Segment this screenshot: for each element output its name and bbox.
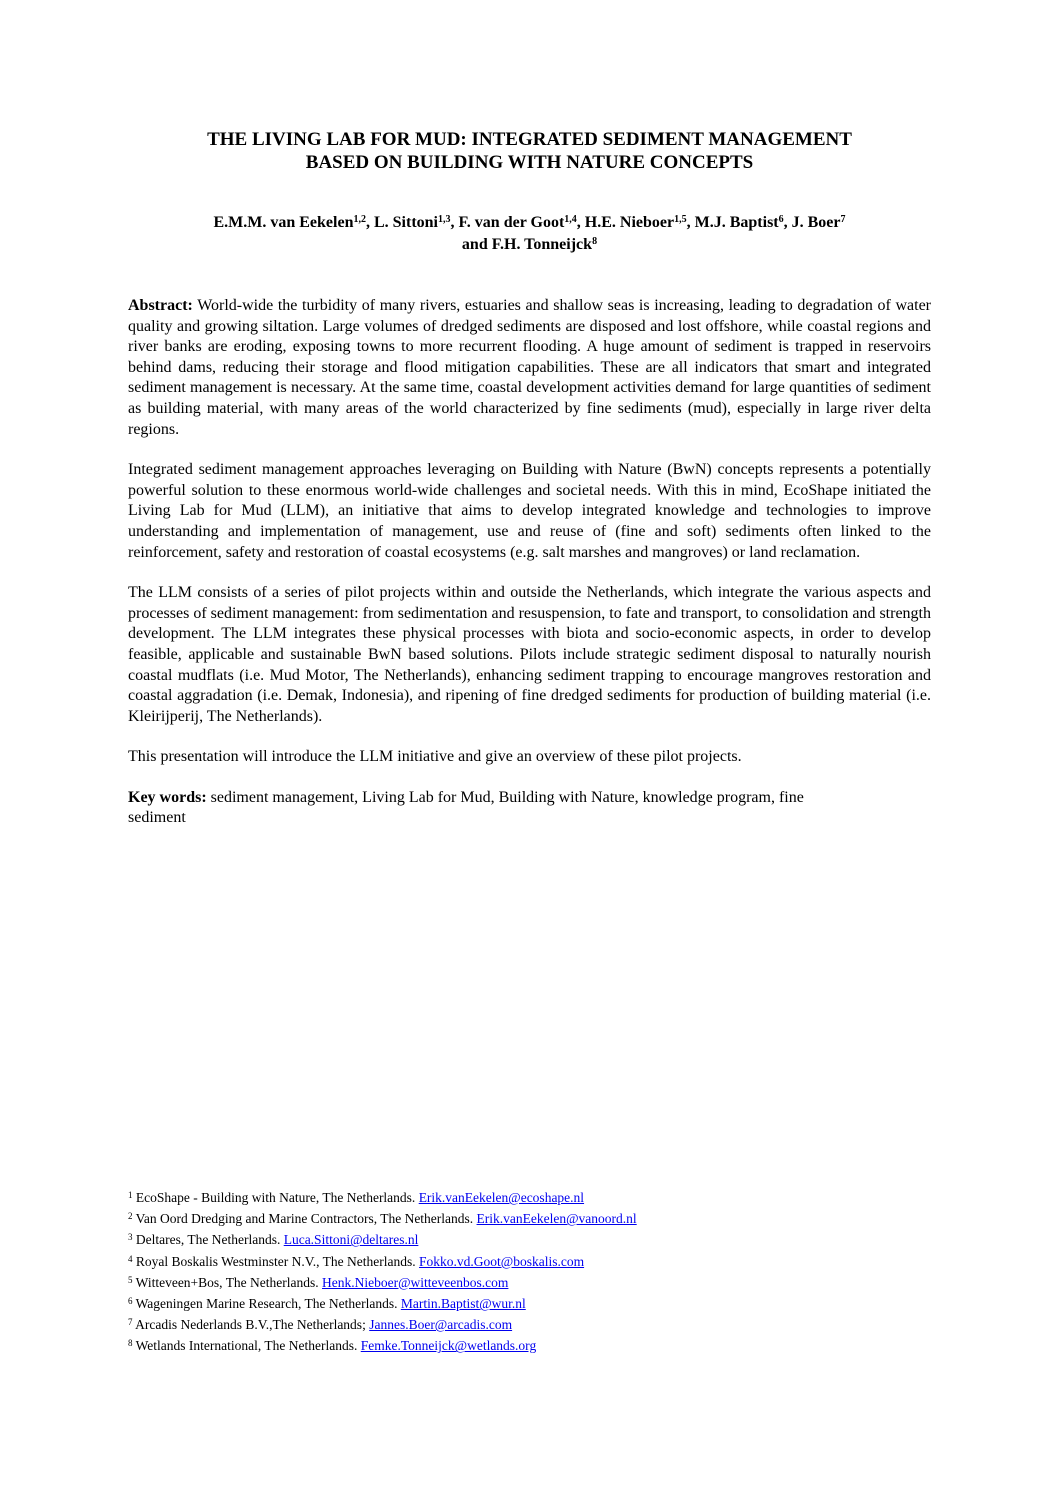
footnote: [128, 1335, 931, 1356]
keywords-paragraph: [128, 788, 931, 829]
paper-body: [128, 296, 931, 849]
body-paragraph: Integrated sediment management approaches leveraging on Building with Nature (BwN) concepts represents a potentially powerful solution to these enormous world-wide challenges and societal needs. With this in mind, EcoShape initiated the Living Lab for Mud (LLM), an initiative that aims to develop integrated knowledge and technologies to improve understanding and implementation of management, use and reuse of (fine and soft) sediments often linked to the reinforcement, safety and restoration of coastal ecosystems (e.g. salt marshes and mangroves) or land reclamation.: [128, 461, 931, 561]
footnote: [128, 1251, 931, 1272]
footnote-email-link[interactable]: Martin.Baptist@wur.nl: [400, 1296, 526, 1312]
footnote-number: 4: [128, 1253, 133, 1264]
author-name: H.E. Nieboer: [584, 214, 675, 231]
author-affiliation: 1,3: [438, 214, 451, 225]
author-line-2: [128, 234, 931, 256]
footnote-text: Van Oord Dredging and Marine Contractors, The Netherlands.: [132, 1211, 477, 1227]
keywords-label: Key words:: [128, 788, 207, 806]
footnote: [128, 1314, 931, 1335]
author-separator: ,: [783, 214, 792, 231]
footnote-text: EcoShape - Building with Nature, The Netherlands.: [132, 1190, 419, 1205]
footnote-number: 7: [128, 1317, 133, 1328]
footnote: [128, 1208, 931, 1229]
author-name: L. Sittoni: [373, 214, 438, 231]
footnote: [128, 1187, 931, 1208]
footnotes: [128, 1187, 931, 1357]
footnote-email-link[interactable]: Luca.Sittoni@deltares.nl: [283, 1232, 419, 1248]
author-line-1: [128, 212, 931, 234]
footnote-text: Deltares, The Netherlands.: [132, 1232, 284, 1248]
author-name: and F.H. Tonneijck: [461, 236, 593, 253]
footnote-email-link[interactable]: Jannes.Boer@arcadis.com: [369, 1317, 513, 1333]
abstract-paragraph: [128, 296, 931, 440]
paper-title: [128, 128, 931, 174]
keywords-text: sediment management, Living Lab for Mud, Building with Nature, knowledge program, fine: [206, 788, 804, 806]
footnote-email-link[interactable]: Erik.vanEekelen@vanoord.nl: [476, 1211, 637, 1227]
author-affiliation: 8: [592, 236, 598, 247]
footnote-email-link[interactable]: Femke.Tonneijck@wetlands.org: [360, 1338, 537, 1354]
abstract-text: World-wide the turbidity of many rivers, estuaries and shallow seas is increasing, leading to degradation of water quality and growing siltation. Large volumes of dredged sediments are disposed and lost offshore, while coastal regions and river banks are eroding, exposing towns to more recurrent flooding. A huge amount of sediment is trapped in reservoirs behind dams, reducing their storage and flood mitigation capabilities. These are all indicators that smart and integrated sediment management is necessary. At the same time, coastal development activities demand for large quantities of sediment as building material, with many areas of the world characterized by fine sediments (mud), especially in large river delta regions.: [128, 297, 931, 438]
author-list: [128, 212, 931, 256]
footnote-text: Witteveen+Bos, The Netherlands.: [132, 1274, 323, 1290]
author-affiliation: 6: [778, 214, 784, 225]
author-name: F. van der Goot: [458, 214, 565, 231]
footnote-number: 8: [128, 1338, 133, 1349]
footnote: [128, 1272, 931, 1293]
footnote-number: 1: [128, 1190, 133, 1200]
title-line-1: THE LIVING LAB FOR MUD: INTEGRATED SEDIMENT MANAGEMENT: [207, 129, 852, 150]
abstract-label: Abstract:: [128, 297, 193, 314]
footnote-number: 5: [128, 1274, 133, 1285]
title-line-2: BASED ON BUILDING WITH NATURE CONCEPTS: [305, 152, 754, 173]
footnote: [128, 1229, 931, 1250]
author-name: M.J. Baptist: [694, 214, 779, 231]
author-separator: ,: [450, 214, 459, 231]
footnote-text: Arcadis Nederlands B.V.,The Netherlands;: [132, 1317, 370, 1333]
keywords-text-cont: sediment: [128, 809, 186, 827]
author-separator: ,: [686, 214, 695, 231]
footnote-text: Wageningen Marine Research, The Netherlands.: [132, 1296, 401, 1312]
author-affiliation: 1,2: [353, 214, 366, 225]
footnote-email-link[interactable]: Henk.Nieboer@witteveenbos.com: [322, 1274, 509, 1290]
body-paragraph: The LLM consists of a series of pilot projects within and outside the Netherlands, which integrate the various aspects and processes of sediment management: from sedimentation and resuspension, to fate and transport, to consolidation and strength development. The LLM integrates these physical processes with biota and socio-economic aspects, in order to develop feasible, applicable and sustainable BwN based solutions. Pilots include strategic sediment disposal to naturally nourish coastal mudflats (i.e. Mud Motor, The Netherlands), enhancing sediment trapping to encourage mangroves restoration and coastal aggradation (i.e. Demak, Indonesia), and ripening of fine dredged sediments for production of building material (i.e. Kleirijperij, The Netherlands).: [128, 584, 931, 725]
author-name: E.M.M. van Eekelen: [213, 214, 354, 231]
footnote-email-link[interactable]: Fokko.vd.Goot@boskalis.com: [419, 1253, 585, 1269]
author-name: J. Boer: [791, 214, 841, 231]
author-separator: ,: [365, 214, 374, 231]
footnote-text: Wetlands International, The Netherlands.: [132, 1338, 361, 1354]
footnote: [128, 1293, 931, 1314]
author-affiliation: 1,4: [564, 214, 577, 225]
footnote-email-link[interactable]: Erik.vanEekelen@ecoshape.nl: [418, 1190, 585, 1205]
footnote-number: 3: [128, 1232, 133, 1243]
footnote-number: 6: [128, 1296, 133, 1307]
footnote-number: 2: [128, 1211, 133, 1222]
author-affiliation: 7: [840, 214, 846, 225]
author-affiliation: 1,5: [674, 214, 687, 225]
author-separator: ,: [576, 214, 585, 231]
body-paragraph: This presentation will introduce the LLM initiative and give an overview of these pilot projects.: [128, 748, 742, 766]
footnote-text: Royal Boskalis Westminster N.V., The Netherlands.: [132, 1253, 420, 1269]
